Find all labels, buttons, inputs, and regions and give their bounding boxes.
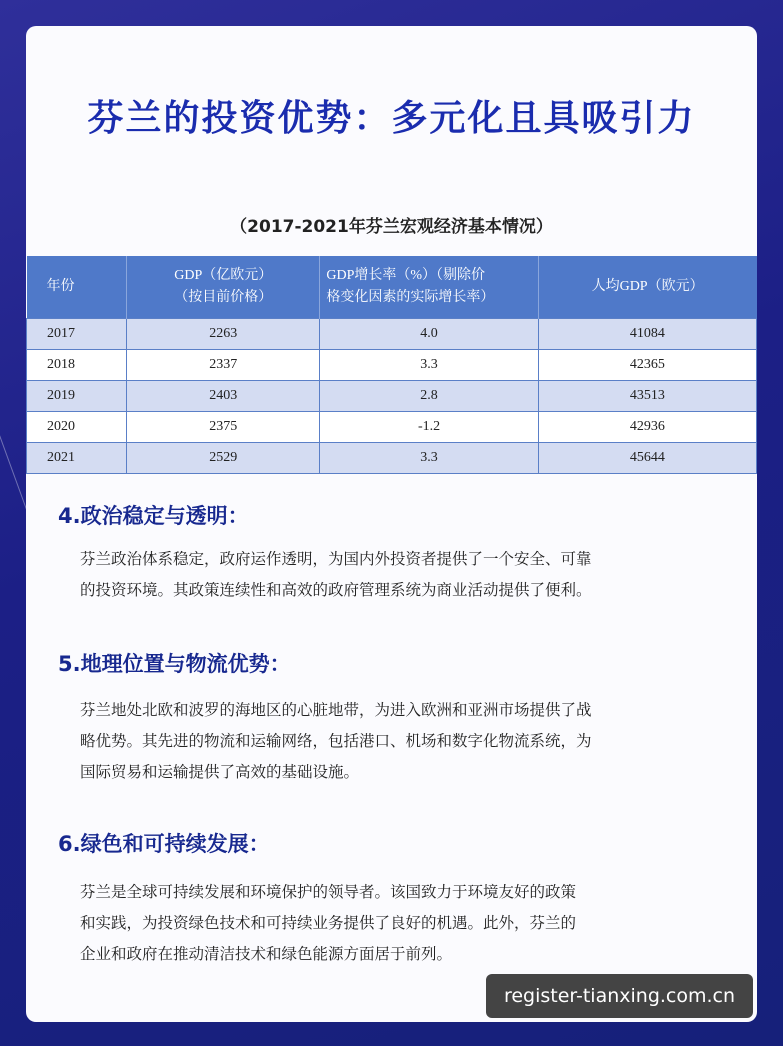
table-header-row (27, 256, 757, 319)
cell-year: 2017 (27, 319, 127, 350)
body-line: 芬兰政治体系稳定，政府运作透明，为国内外投资者提供了一个安全、可靠 (80, 550, 592, 568)
body-line: 和实践，为投资绿色技术和可持续业务提供了良好的机遇。此外，芬兰的 (80, 914, 577, 932)
header-growth (320, 256, 538, 319)
cell-gdp: 2337 (127, 350, 320, 381)
section-heading-political: 4.政治稳定与透明： (58, 504, 249, 528)
cell-growth: 3.3 (320, 350, 538, 381)
header-gdp-line1: GDP（亿欧元） (174, 268, 273, 283)
cell-per-capita: 41084 (538, 319, 756, 350)
section-body-political (80, 544, 710, 606)
body-line: 国际贸易和运输提供了高效的基础设施。 (80, 763, 360, 781)
cell-per-capita: 42936 (538, 412, 756, 443)
cell-gdp: 2403 (127, 381, 320, 412)
page-title: 芬兰的投资优势：多元化且具吸引力 (87, 98, 696, 139)
header-year (27, 256, 127, 319)
cell-year: 2018 (27, 350, 127, 381)
section-body-geography (80, 695, 710, 788)
cell-per-capita: 45644 (538, 443, 756, 474)
header-gdp (127, 256, 320, 319)
header-growth-line2: 格变化因素的实际增长率） (326, 290, 495, 305)
cell-gdp: 2529 (127, 443, 320, 474)
body-line: 略优势。其先进的物流和运输网络，包括港口、机场和数字化物流系统，为 (80, 732, 592, 750)
cell-per-capita: 42365 (538, 350, 756, 381)
header-per-capita (538, 256, 756, 319)
body-line: 芬兰地处北欧和波罗的海地区的心脏地带，为进入欧洲和亚洲市场提供了战 (80, 701, 592, 719)
table-row (27, 443, 757, 474)
cell-gdp: 2263 (127, 319, 320, 350)
cell-growth: 4.0 (320, 319, 538, 350)
section-heading-green: 6.绿色和可持续发展： (58, 832, 270, 856)
gdp-table (26, 256, 757, 474)
header-year-label: 年份 (46, 279, 75, 294)
header-gdp-line2: （按目前价格） (174, 290, 273, 305)
table-caption: （2017-2021年芬兰宏观经济基本情况） (230, 217, 553, 237)
table-row (27, 412, 757, 443)
body-line: 芬兰是全球可持续发展和环境保护的领导者。该国致力于环境友好的政策 (80, 883, 577, 901)
cell-growth: 2.8 (320, 381, 538, 412)
header-growth-line1: GDP增长率（%）（剔除价 (326, 268, 486, 283)
cell-growth: 3.3 (320, 443, 538, 474)
cell-year: 2021 (27, 443, 127, 474)
section-heading-geography: 5.地理位置与物流优势： (58, 652, 291, 676)
content-card (26, 26, 757, 1022)
header-per-capita-label: 人均GDP（欧元） (591, 279, 704, 294)
cell-gdp: 2375 (127, 412, 320, 443)
table-row (27, 319, 757, 350)
body-line: 企业和政府在推动清洁技术和绿色能源方面居于前列。 (80, 945, 453, 963)
cell-year: 2019 (27, 381, 127, 412)
cell-growth: -1.2 (320, 412, 538, 443)
cell-year: 2020 (27, 412, 127, 443)
watermark: register-tianxing.com.cn (486, 974, 753, 1018)
table-row (27, 381, 757, 412)
section-body-green (80, 877, 710, 970)
body-line: 的投资环境。其政策连续性和高效的政府管理系统为商业活动提供了便利。 (80, 581, 592, 599)
table-row (27, 350, 757, 381)
cell-per-capita: 43513 (538, 381, 756, 412)
